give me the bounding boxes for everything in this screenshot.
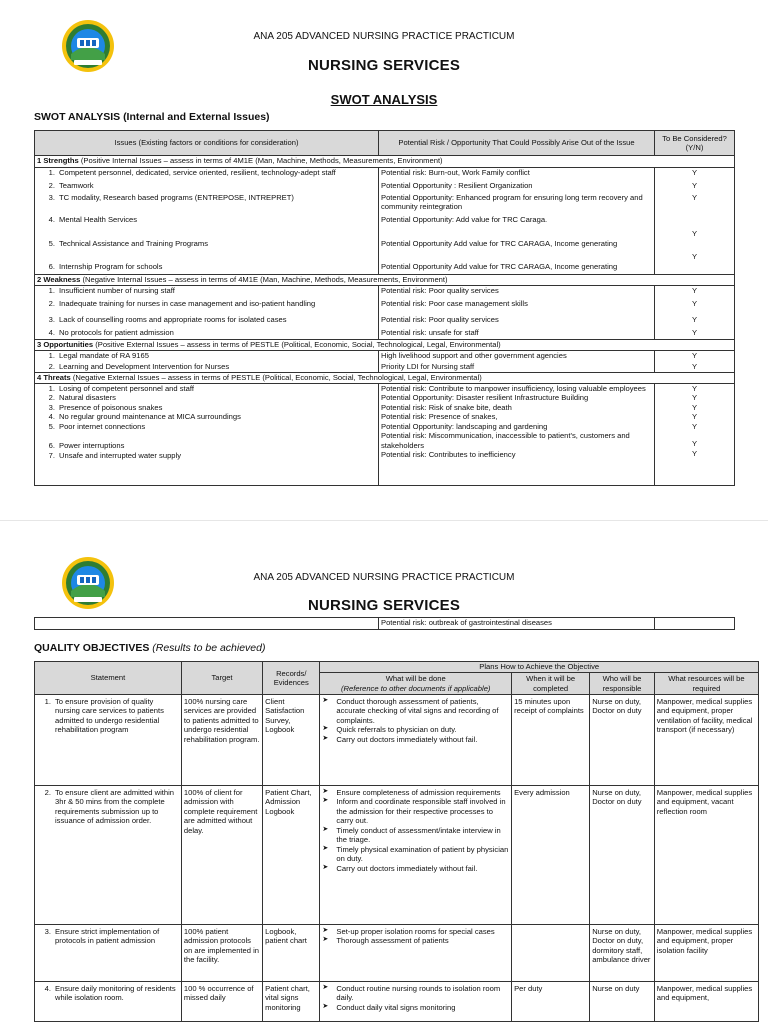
column-header-target: Target (181, 662, 262, 695)
table-row: 3. Lack of counselling rooms and appropriate rooms for isolated cases (35, 315, 379, 328)
category-threats: 4 Threats (Negative External Issues – assess in terms of PESTLE (Political, Economic, Social, Technological, Legal, Environmental) (35, 373, 735, 384)
list-item: 5. Poor internet connections (48, 421, 146, 431)
table-row: 2. To ensure client are admitted within 3hr & 50 mins from the complete requirements submission up to issuance of admission order. 100% of client for admission with complete requirement are admitted without delay. Patient Chart, Admission Logbook ➤ Ensure completeness of admission requirements ➤ Inform and coordinate responsible staff involved in the admission for their respective processes to carry out. ➤ Timely conduct of assessment/intake interview in the triage. ➤ Timely physical examination of patient by physician on duty. ➤ Carry out doctors immediately without fail. Every admission Nurse on duty, Doctor on duty Manpower, medical supplies and equipment, vacant reflection room (35, 786, 759, 925)
table-row: 4. Ensure daily monitoring of residents while isolation room. 100 % occurrence of missed daily Patient chart, vital signs monitoring ➤ Conduct routine nursing rounds to isolation room daily. ➤ Conduct daily vital signs monitoring Per duty Nurse on duty Manpower, medical supplies and equipment, (35, 982, 759, 1022)
table-row: 4. Mental Health Services (35, 215, 379, 239)
table-row: 1. Competent personnel, dedicated, service oriented, resilient, technology-adept staff (35, 168, 379, 181)
list-item: 2. Natural disasters (48, 393, 116, 403)
table-row: 3. TC modality, Research based programs (ENTREPOSE, INTREPRET) (35, 193, 379, 215)
column-header-records: Records/ Evidences (263, 662, 320, 695)
swot-table: Issues (Existing factors or conditions for consideration) Potential Risk / Opportunity That Could Possibly Arise Out of the Issue To Be Considered? (Y/N) 1 Strengths (Positive Internal Issues – assess in terms of 4M1E (Man, Machine, Methods, Measurements, Environment) 1. Competent personnel, dedicated, service oriented, resilient, technology-adept staff Potential risk: Burn-out, Work Family conflict Y 2. Teamwork Potential Opportunity : Resilient Organization Y 3. TC modality, Research based programs (ENTREPOSE, INTREPRET) Potential Opportunity: Enhanced program for ensuring long term recovery and community reintegration Y 4. Mental Health Services Potential Opportunity: Add value for TRC Caraga. Y 5. Technical Assistance and Training Programs Potential Opportunity Add value for TRC CARAGA, Income generating Y 6. Internship Program for schools Potential Opportunity Add value for TRC CARAGA, Income generating 2 Weakness (Negative Internal Issues – assess in terms of 4M1E (Man, Machine, Methods, Measurements, Environment) 1. Insufficient number of nursing staff Potential risk: Poor quality services Y 2. Inadequate training for nurses in case management and iso-patient handling Potential risk: Poor case management skills Y 3. Lack of counselling rooms and appropriate rooms for isolated cases Potential risk: Poor quality services Y 4. No protocols for patient admission Potential risk: unsafe for staff Y 3 Opportunities (Positive External Issues – assess in terms of PESTLE (Political, Economic, Social, Technological, Legal, Environmental) 1. Legal mandate of RA 9165 High livelihood support and other government agencies Y 2. Learning and Development Intervention for Nurses Priority LDI for Nursing staff Y 4 Threats (Negative External Issues – assess in terms of PESTLE (Political, Economic, Social, Technological, Legal, Environmental) 1. Losing of competent personnel and staff 2. Natural disasters 3. Presence of poisonous snakes 4. No regular ground maintenance at MICA surroundings 5. Poor internet connections 6. Power interruptions 7. Unsafe and interrupted water supply Potential risk: Contribute to manpower insufficiency, losing valuable employees Potential Opportunity: Disaster resilient Infrastructure Building Potential risk: Risk of snake bite, death Potential risk: Presence of snakes, Potential Opportunity: landscaping and gardening Potential risk: Miscommunication, inaccessible to patient's, customers and stakeholders Potential risk: Contributes to inefficiency Y Y Y Y Y Y Y (34, 130, 735, 486)
quality-objectives-table (34, 661, 759, 1022)
table-row: 5. Technical Assistance and Training Programs (35, 239, 379, 262)
continuation-row: Potential risk: outbreak of gastrointestinal diseases (34, 617, 735, 630)
swot-title: SWOT ANALYSIS (330, 92, 438, 107)
threats-issues-cell (35, 384, 379, 486)
category-opportunities: 3 Opportunities (Positive External Issues – assess in terms of PESTLE (Political, Economic, Social, Technological, Legal, Environmental) (35, 340, 735, 351)
list-item: 1. Losing of competent personnel and staff (48, 384, 194, 393)
column-header-resources: What resources will be required (654, 673, 758, 695)
swot-heading: SWOT ANALYSIS (Internal and External Issues) (34, 111, 270, 123)
list-item: 6. Power interruptions (48, 441, 125, 451)
column-header-what: What will be done (Reference to other documents if applicable) (320, 673, 512, 695)
table-row: 1. Insufficient number of nursing staff (35, 286, 379, 299)
table-row: 3. Ensure strict implementation of protocols in patient admission 100% patient admission protocols on are implemented in the facility. Logbook, patient chart ➤ Set-up proper isolation rooms for special cases ➤ Thorough assessment of patients Nurse on duty, Doctor on duty, dormitory staff, ambulance driver Manpower, medical supplies and equipment, proper isolation facility (35, 925, 759, 982)
table-row: 2. Learning and Development Intervention for Nurses (35, 362, 379, 373)
column-header-issues: Issues (Existing factors or conditions for consideration) (35, 131, 379, 156)
table-row: 4. No protocols for patient admission (35, 328, 379, 340)
threats-consider-cell: Y Y Y Y Y Y Y (655, 384, 735, 486)
list-item: 3. Presence of poisonous snakes (48, 402, 163, 412)
column-header-when: When it will be completed (512, 673, 590, 695)
category-strengths: 1 Strengths (Positive Internal Issues – assess in terms of 4M1E (Man, Machine, Methods, Measurements, Environment) (35, 156, 735, 168)
threats-risks-cell: Potential risk: Contribute to manpower insufficiency, losing valuable employees Potential Opportunity: Disaster resilient Infrastructure Building Potential risk: Risk of snake bite, death Potential risk: Presence of snakes, Potential Opportunity: landscaping and gardening Potential risk: Miscommunication, inaccessible to patient's, customers and stakeholders Potential risk: Contributes to inefficiency (379, 384, 655, 486)
quality-objectives-heading: QUALITY OBJECTIVES (Results to be achieved) (34, 642, 266, 654)
table-row: 2. Inadequate training for nurses in case management and iso-patient handling (35, 299, 379, 315)
page-title: NURSING SERVICES (307, 57, 461, 74)
page-title: NURSING SERVICES (307, 597, 461, 614)
column-header-consider: To Be Considered? (Y/N) (655, 131, 735, 156)
column-header-risk: Potential Risk / Opportunity That Could Possibly Arise Out of the Issue (379, 131, 655, 156)
course-title: ANA 205 ADVANCED NURSING PRACTICE PRACTICUM (253, 572, 515, 583)
column-header-plans: Plans How to Achieve the Objective (320, 662, 759, 673)
table-row: 2. Teamwork (35, 181, 379, 193)
table-row: 6. Internship Program for schools (35, 262, 379, 275)
page-two (0, 520, 768, 1024)
column-header-who: Who will be responsible (590, 673, 655, 695)
column-header-statement: Statement (35, 662, 182, 695)
table-row: 1. To ensure provision of quality nursing care services to patients admitted to undergo residential rehabilitation program 100% nursing care services are provided to patients admitted to undergo residential rehabilitation program. Client Satisfaction Survey, Logbook ➤ Conduct thorough assessment of patients, accurate checking of vital signs and recording of complaints. ➤ Quick referrals to physician on duty. ➤ Carry out doctors immediately without fail. 15 minutes upon receipt of complaints Nurse on duty, Doctor on duty Manpower, medical supplies and equipment, proper ventilation of facility, medical transport (if necessary) (35, 695, 759, 786)
table-row: 1. Legal mandate of RA 9165 (35, 351, 379, 362)
course-title: ANA 205 ADVANCED NURSING PRACTICE PRACTICUM (253, 31, 515, 42)
list-item: 7. Unsafe and interrupted water supply (48, 450, 181, 460)
category-weakness: 2 Weakness (Negative Internal Issues – assess in terms of 4M1E (Man, Machine, Methods, Measurements, Environment) (35, 275, 735, 286)
list-item: 4. No regular ground maintenance at MICA surroundings (48, 412, 241, 422)
